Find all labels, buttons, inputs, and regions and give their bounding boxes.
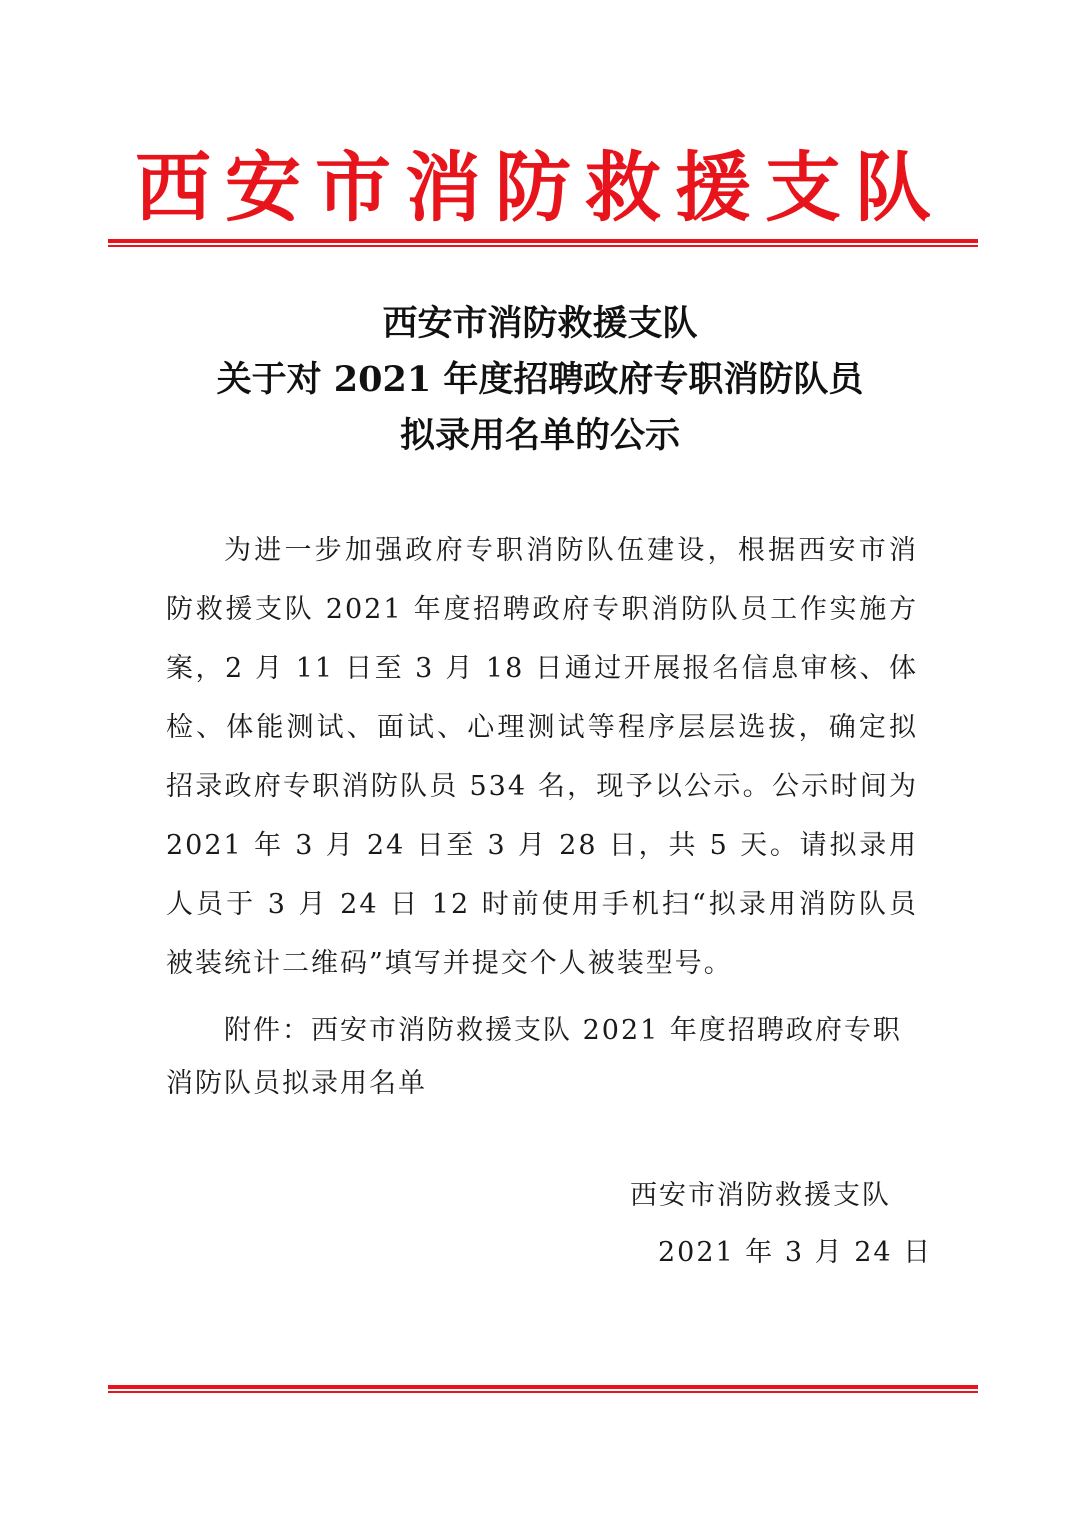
body-paragraph: 为进一步加强政府专职消防队伍建设，根据西安市消防救援支队 2021 年度招聘政府专职消防队员工作实施方案，2 月 11 日至 3 月 18 日通过开展报名信息审核、体检、体能测试、面试、心理测试等程序层层选拔，确定拟招录政府专职消防队员 534 名，现予以公示。公示时间为 2021 年 3 月 24 日至 3 月 28 日，共 5 天。请拟录用人员于 3 月 24 日 12 时前使用手机扫“拟录用消防队员被装统计二维码”填写并提交个人被装型号。 bbox=[166, 535, 918, 979]
divider-thin-line bbox=[108, 245, 978, 247]
footer-thick-line bbox=[108, 1385, 978, 1389]
signature-org: 西安市消防救援支队 bbox=[630, 1180, 891, 1211]
attachment-note: 附件：西安市消防救援支队 2021 年度招聘政府专职消防队员拟录用名单 bbox=[166, 1015, 902, 1099]
divider-thick-line bbox=[108, 239, 978, 243]
document-title bbox=[108, 296, 972, 464]
title-line-2: 关于对 2021 年度招聘政府专职消防队员 bbox=[216, 359, 864, 400]
title-line-3: 拟录用名单的公示 bbox=[399, 415, 680, 456]
letterhead-divider bbox=[108, 239, 978, 247]
title-line-1: 西安市消防救援支队 bbox=[382, 303, 698, 344]
footer-divider bbox=[108, 1385, 978, 1393]
footer-thin-line bbox=[108, 1391, 978, 1393]
letterhead-title: 西安市消防救援支队 bbox=[135, 143, 945, 232]
signature-date: 2021 年 3 月 24 日 bbox=[658, 1237, 933, 1268]
